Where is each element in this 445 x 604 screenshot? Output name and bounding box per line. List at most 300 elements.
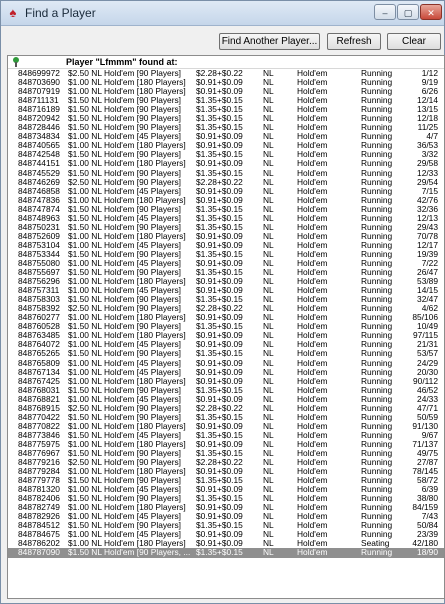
limit-type-cell: NL (263, 349, 274, 359)
limit-type-cell: NL (263, 132, 274, 142)
game-type-cell: Hold'em (297, 412, 328, 422)
status-cell: Running (361, 385, 393, 395)
limit-type-cell: NL (263, 123, 274, 133)
results-list[interactable] (7, 55, 445, 599)
tournament-id-cell: 848720942 (18, 114, 60, 124)
limit-type-cell: NL (263, 376, 274, 386)
limit-type-cell: NL (263, 331, 274, 341)
players-cell: 91/130 (412, 421, 438, 431)
table-row[interactable] (8, 349, 444, 358)
limit-type-cell: NL (263, 141, 274, 151)
limit-type-cell: NL (263, 69, 274, 78)
table-row[interactable] (8, 259, 444, 268)
tournament-id-cell: 848782406 (18, 494, 60, 504)
buy-in-cell: $0.91+$0.09 (196, 485, 243, 495)
tournament-name-cell: $1.50 NL Hold'em [90 Players] (68, 476, 182, 486)
table-row[interactable] (8, 169, 444, 178)
table-row[interactable] (8, 196, 444, 205)
players-cell: 32/36 (417, 204, 438, 214)
game-type-cell: Hold'em (297, 304, 328, 314)
players-cell: 12/13 (417, 213, 438, 223)
limit-type-cell: NL (263, 222, 274, 232)
table-row[interactable] (8, 322, 444, 331)
buy-in-cell: $0.91+$0.09 (196, 340, 243, 350)
status-cell: Running (361, 421, 393, 431)
players-cell: 12/14 (417, 96, 438, 106)
tournament-id-cell: 848760528 (18, 322, 60, 332)
tournament-name-cell: $1.00 NL Hold'em [180 Players] (68, 376, 186, 386)
game-type-cell: Hold'em (297, 87, 328, 97)
limit-type-cell: NL (263, 213, 274, 223)
table-row[interactable] (8, 223, 444, 232)
results-header (8, 56, 444, 69)
game-type-cell: Hold'em (297, 249, 328, 259)
tournament-name-cell: $1.50 NL Hold'em [90 Players] (68, 105, 182, 115)
table-row[interactable] (8, 96, 444, 105)
players-cell: 58/72 (417, 476, 438, 486)
buy-in-cell: $0.91+$0.09 (196, 78, 243, 88)
game-type-cell: Hold'em (297, 168, 328, 178)
buy-in-cell: $1.35+$0.15 (196, 430, 243, 440)
status-cell: Running (361, 412, 393, 422)
tournament-id-cell: 848744151 (18, 159, 60, 169)
table-row[interactable] (8, 268, 444, 277)
tournament-name-cell: $1.00 NL Hold'em [45 Players] (68, 286, 182, 296)
tournament-name-cell: $1.00 NL Hold'em [45 Players] (68, 394, 182, 404)
table-row[interactable] (8, 313, 444, 322)
tournament-id-cell: 848758303 (18, 295, 60, 305)
table-row[interactable] (8, 232, 444, 241)
table-row[interactable] (8, 105, 444, 114)
buy-in-cell: $0.91+$0.09 (196, 394, 243, 404)
tournament-name-cell: $1.00 NL Hold'em [180 Players] (68, 313, 186, 323)
players-cell: 18/90 (417, 548, 438, 558)
limit-type-cell: NL (263, 385, 274, 395)
limit-type-cell: NL (263, 87, 274, 97)
tournament-id-cell: 848775975 (18, 439, 60, 449)
buy-in-cell: $0.91+$0.09 (196, 467, 243, 477)
game-type-cell: Hold'em (297, 340, 328, 350)
buy-in-cell: $0.91+$0.09 (196, 376, 243, 386)
tournament-name-cell: $1.00 NL Hold'em [45 Players] (68, 240, 182, 250)
table-row[interactable] (8, 494, 444, 503)
players-cell: 4/7 (426, 132, 438, 142)
table-row[interactable] (8, 78, 444, 87)
status-cell: Running (361, 512, 393, 522)
status-cell: Running (361, 87, 393, 97)
table-row[interactable] (8, 368, 444, 377)
tournament-id-cell: 848764072 (18, 340, 60, 350)
limit-type-cell: NL (263, 286, 274, 296)
table-row[interactable] (8, 539, 444, 548)
tournament-id-cell: 848757311 (18, 286, 60, 296)
tournament-name-cell: $1.50 NL Hold'em [90 Players] (68, 123, 182, 133)
tournament-id-cell: 848763485 (18, 331, 60, 341)
tournament-name-cell: $1.00 NL Hold'em [45 Players] (68, 186, 182, 196)
tournament-name-cell: $1.00 NL Hold'em [45 Players] (68, 485, 182, 495)
tournament-id-cell: 848752609 (18, 231, 60, 241)
table-row[interactable] (8, 458, 444, 467)
limit-type-cell: NL (263, 240, 274, 250)
tournament-name-cell: $1.00 NL Hold'em [180 Players] (68, 78, 186, 88)
status-cell: Running (361, 213, 393, 223)
tournament-name-cell: $1.50 NL Hold'em [90 Players] (68, 521, 182, 531)
players-cell: 47/71 (417, 403, 438, 413)
game-type-cell: Hold'em (297, 458, 328, 468)
tournament-name-cell: $1.50 NL Hold'em [90 Players] (68, 222, 182, 232)
status-cell: Running (361, 295, 393, 305)
tournament-id-cell: 848758392 (18, 304, 60, 314)
status-cell: Running (361, 78, 393, 88)
status-cell: Running (361, 268, 393, 278)
table-row[interactable] (8, 512, 444, 521)
players-cell: 12/18 (417, 114, 438, 124)
players-cell: 50/84 (417, 521, 438, 531)
game-type-cell: Hold'em (297, 114, 328, 124)
limit-type-cell: NL (263, 367, 274, 377)
table-row[interactable] (8, 141, 444, 150)
tournament-id-cell: 848699972 (18, 69, 60, 78)
buy-in-cell: $0.91+$0.09 (196, 87, 243, 97)
status-cell: Running (361, 249, 393, 259)
buy-in-cell: $1.35+$0.15 (196, 412, 243, 422)
table-row[interactable] (8, 404, 444, 413)
status-cell: Running (361, 448, 393, 458)
refresh-button[interactable]: Refresh (327, 33, 381, 50)
tournament-id-cell: 848734834 (18, 132, 60, 142)
tournament-id-cell: 848768031 (18, 385, 60, 395)
players-cell: 6/26 (421, 87, 438, 97)
status-cell: Running (361, 313, 393, 323)
tournament-name-cell: $1.00 NL Hold'em [180 Players] (68, 195, 186, 205)
buy-in-cell: $1.35+$0.15 (196, 521, 243, 531)
tournament-id-cell: 848755080 (18, 258, 60, 268)
limit-type-cell: NL (263, 430, 274, 440)
game-type-cell: Hold'em (297, 258, 328, 268)
tournament-id-cell: 848753104 (18, 240, 60, 250)
tournament-name-cell: $1.00 NL Hold'em [180 Players] (68, 331, 186, 341)
tournament-id-cell: 848767134 (18, 367, 60, 377)
status-cell: Running (361, 114, 393, 124)
limit-type-cell: NL (263, 412, 274, 422)
tournament-name-cell: $1.50 NL Hold'em [90 Players] (68, 412, 182, 422)
status-cell: Running (361, 376, 393, 386)
buy-in-cell: $0.91+$0.09 (196, 186, 243, 196)
players-cell: 24/33 (417, 394, 438, 404)
table-row[interactable] (8, 422, 444, 431)
players-cell: 7/22 (421, 258, 438, 268)
players-cell: 12/33 (417, 168, 438, 178)
tournament-id-cell: 848742548 (18, 150, 60, 160)
players-cell: 11/25 (417, 123, 438, 133)
tournament-name-cell: $2.50 NL Hold'em [90 Players] (68, 177, 182, 187)
limit-type-cell: NL (263, 78, 274, 88)
limit-type-cell: NL (263, 485, 274, 495)
players-cell: 6/39 (421, 485, 438, 495)
game-type-cell: Hold'em (297, 430, 328, 440)
tournament-name-cell: $1.50 NL Hold'em [90 Players] (68, 385, 182, 395)
tournament-name-cell: $1.00 NL Hold'em [45 Players] (68, 258, 182, 268)
players-cell: 19/39 (417, 249, 438, 259)
players-cell: 10/49 (417, 322, 438, 332)
tournament-id-cell: 848770422 (18, 412, 60, 422)
limit-type-cell: NL (263, 548, 274, 558)
status-cell: Running (361, 186, 393, 196)
tournament-name-cell: $1.00 NL Hold'em [180 Players] (68, 503, 186, 513)
status-cell: Running (361, 430, 393, 440)
game-type-cell: Hold'em (297, 421, 328, 431)
game-type-cell: Hold'em (297, 195, 328, 205)
clear-button[interactable]: Clear (387, 33, 441, 50)
limit-type-cell: NL (263, 277, 274, 287)
players-cell: 42/180 (412, 539, 438, 549)
buy-in-cell: $0.91+$0.09 (196, 358, 243, 368)
buy-in-cell: $0.91+$0.09 (196, 313, 243, 323)
tournament-name-cell: $1.00 NL Hold'em [180 Players] (68, 141, 186, 151)
table-row[interactable] (8, 295, 444, 304)
game-type-cell: Hold'em (297, 394, 328, 404)
limit-type-cell: NL (263, 177, 274, 187)
status-cell: Running (361, 240, 393, 250)
tournament-name-cell: $1.00 NL Hold'em [180 Players] (68, 231, 186, 241)
status-cell: Running (361, 476, 393, 486)
buy-in-cell: $2.28+$0.22 (196, 304, 243, 314)
status-cell: Running (361, 105, 393, 115)
title-bar[interactable] (1, 1, 444, 26)
tournament-name-cell: $1.00 NL Hold'em [180 Players] (68, 87, 186, 97)
limit-type-cell: NL (263, 467, 274, 477)
players-cell: 97/115 (413, 331, 438, 341)
tournament-name-cell: $1.00 NL Hold'em [45 Players] (68, 530, 182, 540)
table-row[interactable] (8, 548, 444, 557)
buy-in-cell: $0.91+$0.09 (196, 132, 243, 142)
find-another-player-button[interactable]: Find Another Player... (219, 33, 320, 50)
status-cell: Running (361, 467, 393, 477)
tournament-name-cell: $1.50 NL Hold'em [90 Players] (68, 268, 182, 278)
game-type-cell: Hold'em (297, 358, 328, 368)
players-cell: 85/106 (412, 313, 438, 323)
table-row[interactable] (8, 277, 444, 286)
status-cell: Running (361, 231, 393, 241)
game-type-cell: Hold'em (297, 467, 328, 477)
limit-type-cell: NL (263, 476, 274, 486)
buy-in-cell: $0.91+$0.09 (196, 159, 243, 169)
players-cell: 23/39 (417, 530, 438, 540)
table-row[interactable] (8, 304, 444, 313)
tournament-id-cell: 848746269 (18, 177, 60, 187)
status-cell: Running (361, 403, 393, 413)
tournament-id-cell: 848740565 (18, 141, 60, 151)
game-type-cell: Hold'em (297, 385, 328, 395)
limit-type-cell: NL (263, 539, 274, 549)
limit-type-cell: NL (263, 313, 274, 323)
tournament-id-cell: 848768915 (18, 403, 60, 413)
status-cell: Running (361, 150, 393, 160)
players-cell: 9/67 (421, 430, 438, 440)
tournament-id-cell: 848773846 (18, 430, 60, 440)
table-row[interactable] (8, 286, 444, 295)
tournament-name-cell: $1.00 NL Hold'em [180 Players] (68, 539, 186, 549)
tournament-name-cell: $2.50 NL Hold'em [90 Players] (68, 304, 182, 314)
status-cell: Running (361, 367, 393, 377)
game-type-cell: Hold'em (297, 439, 328, 449)
tournament-name-cell: $1.00 NL Hold'em [180 Players] (68, 467, 186, 477)
buy-in-cell: $2.28+$0.22 (196, 458, 243, 468)
tournament-name-cell: $1.50 NL Hold'em [90 Players] (68, 150, 182, 160)
limit-type-cell: NL (263, 340, 274, 350)
game-type-cell: Hold'em (297, 96, 328, 106)
tournament-name-cell: $1.50 NL Hold'em [90 Players] (68, 322, 182, 332)
game-type-cell: Hold'em (297, 213, 328, 223)
table-row[interactable] (8, 205, 444, 214)
tournament-id-cell: 848779778 (18, 476, 60, 486)
buy-in-cell: $0.91+$0.09 (196, 539, 243, 549)
players-cell: 4/62 (421, 304, 438, 314)
table-row[interactable] (8, 132, 444, 141)
status-cell: Running (361, 96, 393, 106)
status-cell: Running (361, 548, 393, 558)
status-cell: Running (361, 69, 393, 78)
game-type-cell: Hold'em (297, 222, 328, 232)
status-cell: Running (361, 394, 393, 404)
spade-app-icon: ♠ (9, 5, 17, 20)
game-type-cell: Hold'em (297, 78, 328, 88)
table-row[interactable] (8, 395, 444, 404)
tournament-name-cell: $1.00 NL Hold'em [180 Players] (68, 277, 186, 287)
game-type-cell: Hold'em (297, 132, 328, 142)
table-row[interactable] (8, 503, 444, 512)
players-cell: 9/19 (421, 78, 438, 88)
table-row[interactable] (8, 331, 444, 340)
game-type-cell: Hold'em (297, 485, 328, 495)
game-type-cell: Hold'em (297, 530, 328, 540)
tournament-id-cell: 848748963 (18, 213, 60, 223)
table-row[interactable] (8, 386, 444, 395)
status-cell: Running (361, 277, 393, 287)
status-cell: Running (361, 304, 393, 314)
tournament-id-cell: 848765265 (18, 349, 60, 359)
table-row[interactable] (8, 123, 444, 132)
limit-type-cell: NL (263, 322, 274, 332)
tournament-id-cell: 848784512 (18, 521, 60, 531)
tournament-name-cell: $1.50 NL Hold'em [90 Players] (68, 448, 182, 458)
table-row[interactable] (8, 214, 444, 223)
game-type-cell: Hold'em (297, 69, 328, 78)
players-cell: 71/137 (412, 439, 438, 449)
players-cell: 36/53 (417, 141, 438, 151)
table-row[interactable] (8, 187, 444, 196)
status-cell: Running (361, 485, 393, 495)
players-cell: 7/15 (421, 186, 438, 196)
table-row[interactable] (8, 69, 444, 78)
buy-in-cell: $0.91+$0.09 (196, 277, 243, 287)
tournament-name-cell: $1.50 NL Hold'em [90 Players] (68, 204, 182, 214)
buy-in-cell: $1.35+$0.15 (196, 213, 243, 223)
buy-in-cell: $1.35+$0.15 (196, 448, 243, 458)
table-row[interactable] (8, 87, 444, 96)
tournament-name-cell: $1.00 NL Hold'em [45 Players] (68, 512, 182, 522)
location-pin-icon (12, 57, 20, 67)
table-row[interactable] (8, 485, 444, 494)
table-row[interactable] (8, 440, 444, 449)
status-cell: Running (361, 322, 393, 332)
table-row[interactable] (8, 413, 444, 422)
status-cell: Running (361, 331, 393, 341)
table-row[interactable] (8, 521, 444, 530)
tournament-name-cell: $1.50 NL Hold'em [90 Players] (68, 249, 182, 259)
players-cell: 21/31 (417, 340, 438, 350)
players-cell: 78/145 (412, 467, 438, 477)
table-row[interactable] (8, 178, 444, 187)
table-row[interactable] (8, 530, 444, 539)
minimize-button[interactable]: – (374, 4, 396, 20)
game-type-cell: Hold'em (297, 403, 328, 413)
game-type-cell: Hold'em (297, 376, 328, 386)
tournament-name-cell: $1.00 NL Hold'em [180 Players] (68, 159, 186, 169)
limit-type-cell: NL (263, 503, 274, 513)
status-cell: Running (361, 168, 393, 178)
tournament-name-cell: $1.50 NL Hold'em [90 Players, ... (68, 548, 191, 558)
table-row[interactable] (8, 159, 444, 168)
game-type-cell: Hold'em (297, 448, 328, 458)
table-row[interactable] (8, 476, 444, 485)
maximize-button[interactable]: ▢ (397, 4, 419, 20)
limit-type-cell: NL (263, 204, 274, 214)
table-row[interactable] (8, 340, 444, 349)
table-row[interactable] (8, 359, 444, 368)
limit-type-cell: NL (263, 105, 274, 115)
game-type-cell: Hold'em (297, 150, 328, 160)
tournament-id-cell: 848703690 (18, 78, 60, 88)
table-row[interactable] (8, 114, 444, 123)
buy-in-cell: $1.35+$0.15 (196, 105, 243, 115)
tournament-name-cell: $2.50 NL Hold'em [90 Players] (68, 458, 182, 468)
table-row[interactable] (8, 449, 444, 458)
table-row[interactable] (8, 250, 444, 259)
tournament-id-cell: 848768821 (18, 394, 60, 404)
buy-in-cell: $1.35+$0.15 (196, 168, 243, 178)
game-type-cell: Hold'em (297, 159, 328, 169)
tournament-name-cell: $1.00 NL Hold'em [45 Players] (68, 367, 182, 377)
limit-type-cell: NL (263, 304, 274, 314)
buy-in-cell: $1.35+$0.15 (196, 96, 243, 106)
buy-in-cell: $1.35+$0.15 (196, 123, 243, 133)
table-row[interactable] (8, 467, 444, 476)
buy-in-cell: $0.91+$0.09 (196, 286, 243, 296)
close-button[interactable]: ✕ (420, 4, 442, 20)
buy-in-cell: $2.28+$0.22 (196, 177, 243, 187)
tournament-id-cell: 848747874 (18, 204, 60, 214)
table-row[interactable] (8, 431, 444, 440)
status-cell: Running (361, 530, 393, 540)
limit-type-cell: NL (263, 195, 274, 205)
buy-in-cell: $1.35+$0.15 (196, 349, 243, 359)
status-cell: Running (361, 159, 393, 169)
game-type-cell: Hold'em (297, 476, 328, 486)
table-row[interactable] (8, 377, 444, 386)
tournament-id-cell: 848765809 (18, 358, 60, 368)
limit-type-cell: NL (263, 512, 274, 522)
game-type-cell: Hold'em (297, 521, 328, 531)
table-row[interactable] (8, 150, 444, 159)
status-cell: Running (361, 123, 393, 133)
players-cell: 29/58 (417, 159, 438, 169)
status-cell: Running (361, 494, 393, 504)
game-type-cell: Hold'em (297, 295, 328, 305)
limit-type-cell: NL (263, 268, 274, 278)
players-cell: 84/159 (412, 503, 438, 513)
table-row[interactable] (8, 241, 444, 250)
